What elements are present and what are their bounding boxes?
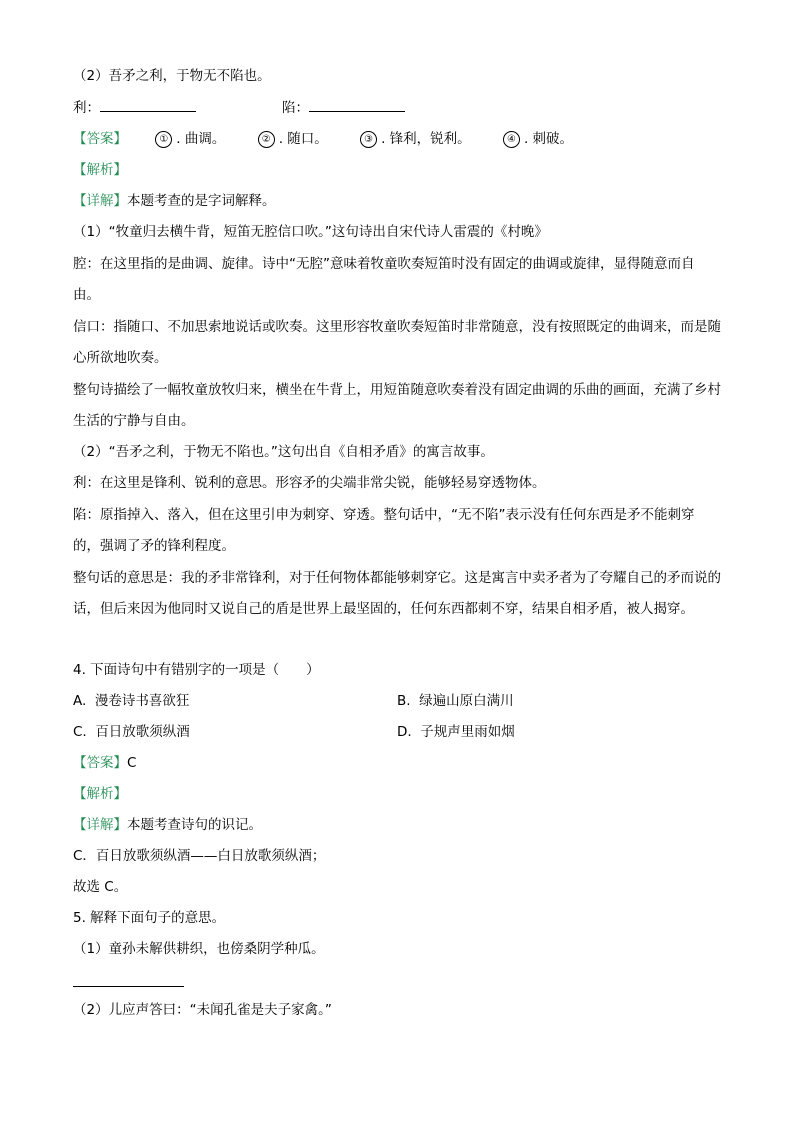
analysis-p7: 陷：原指掉入、落入，但在这里引申为刺穿、穿透。整句话中，“无不陷”表示没有任何东西是矛不能刺穿的，强调了矛的锋利程度。 <box>73 507 695 554</box>
circled-number: ③ <box>360 131 377 148</box>
blank-xian-line[interactable] <box>309 99 405 112</box>
blank-li-line[interactable] <box>100 99 196 112</box>
analysis-p3: 信口：指随口、不加思索地说话或吹奏。这里形容牧童吹奏短笛时非常随意，没有按照既定的曲调来，而是随心所欲地吹奏。 <box>73 319 721 366</box>
analysis-tag: 【解析】 <box>73 162 127 178</box>
q4-option-c: C. 百日放歌须纵酒 <box>73 724 190 740</box>
q4-answer <box>73 753 136 773</box>
analysis-p8: 整句话的意思是：我的矛非常锋利，对于任何物体都能够刺穿它。这是寓言中卖矛者为了夸耀自己的矛而说的话，但后来因为他同时又说自己的盾是世界上最坚固的，任何东西都刺不穿，结果自相矛盾，被人揭穿。 <box>73 570 721 617</box>
detail-text: 本题考查的是字词解释。 <box>127 193 276 209</box>
analysis-p6: 利：在这里是锋利、锐利的意思。形容矛的尖端非常尖锐，能够轻易穿透物体。 <box>73 475 546 491</box>
q5-part2: （2）儿应声答曰：“未闻孔雀是夫子家禽。” <box>73 1002 332 1018</box>
circled-number: ① <box>155 131 172 148</box>
detail-text: 本题考查诗句的识记。 <box>127 817 262 833</box>
answer-item-4: ④ . 刺破。 <box>503 131 573 147</box>
analysis-p2: 腔：在这里指的是曲调、旋律。诗中“无腔”意味着牧童吹奏短笛时没有固定的曲调或旋律，显得随意而自由。 <box>73 256 695 303</box>
circled-number: ② <box>258 131 275 148</box>
detail-tag: 【详解】 <box>73 817 127 833</box>
q4-conclusion: 故选 C。 <box>73 879 128 895</box>
q4-analysis-tag: 【解析】 <box>73 786 127 802</box>
analysis-p5: （2）“吾矛之利，于物无不陷也。”这句出自《自相矛盾》的寓言故事。 <box>73 444 494 460</box>
detail-line <box>73 191 276 211</box>
q4-option-b: B. 绿遍山原白满川 <box>397 693 514 709</box>
q4-option-d: D. 子规声里雨如烟 <box>397 724 515 740</box>
q5-part1: （1）童孙未解供耕织，也傍桑阴学种瓜。 <box>73 941 325 957</box>
answer-item-3: ③ . 锋利，锐利。 <box>360 131 471 147</box>
blank-xian <box>282 98 405 118</box>
answer-line[interactable] <box>73 986 184 987</box>
q4-stem: 4. 下面诗句中有错别字的一项是（ ） <box>73 662 320 678</box>
analysis-p1: （1）“牧童归去横牛背，短笛无腔信口吹。”这句诗出自宋代诗人雷震的《村晚》 <box>73 224 548 240</box>
analysis-p4: 整句诗描绘了一幅牧童放牧归来，横坐在牛背上，用短笛随意吹奏着没有固定曲调的乐曲的画面，充满了乡村生活的宁静与自由。 <box>73 382 721 429</box>
circled-number: ④ <box>503 131 520 148</box>
answer-item-1: ① . 曲调。 <box>155 131 225 147</box>
q5-stem: 5. 解释下面句子的意思。 <box>73 910 226 926</box>
q4-correction: C．百日放歌须纵酒——白日放歌须纵酒； <box>73 848 326 864</box>
detail-tag: 【详解】 <box>73 193 127 209</box>
blank-li <box>73 98 196 118</box>
answer-item-2: ② . 随口。 <box>258 131 328 147</box>
answer1-row <box>73 129 573 149</box>
q4-option-a: A. 漫卷诗书喜欲狂 <box>73 693 190 709</box>
q4-answer-value: C <box>127 755 137 771</box>
blank-li-label: 利： <box>73 100 100 116</box>
q3-part2-sentence: （2）吾矛之利，于物无不陷也。 <box>73 68 271 84</box>
blank-xian-label: 陷： <box>282 100 309 116</box>
answer-tag: 【答案】 <box>73 131 127 147</box>
answer-tag: 【答案】 <box>73 755 127 771</box>
q4-detail-line <box>73 815 262 835</box>
